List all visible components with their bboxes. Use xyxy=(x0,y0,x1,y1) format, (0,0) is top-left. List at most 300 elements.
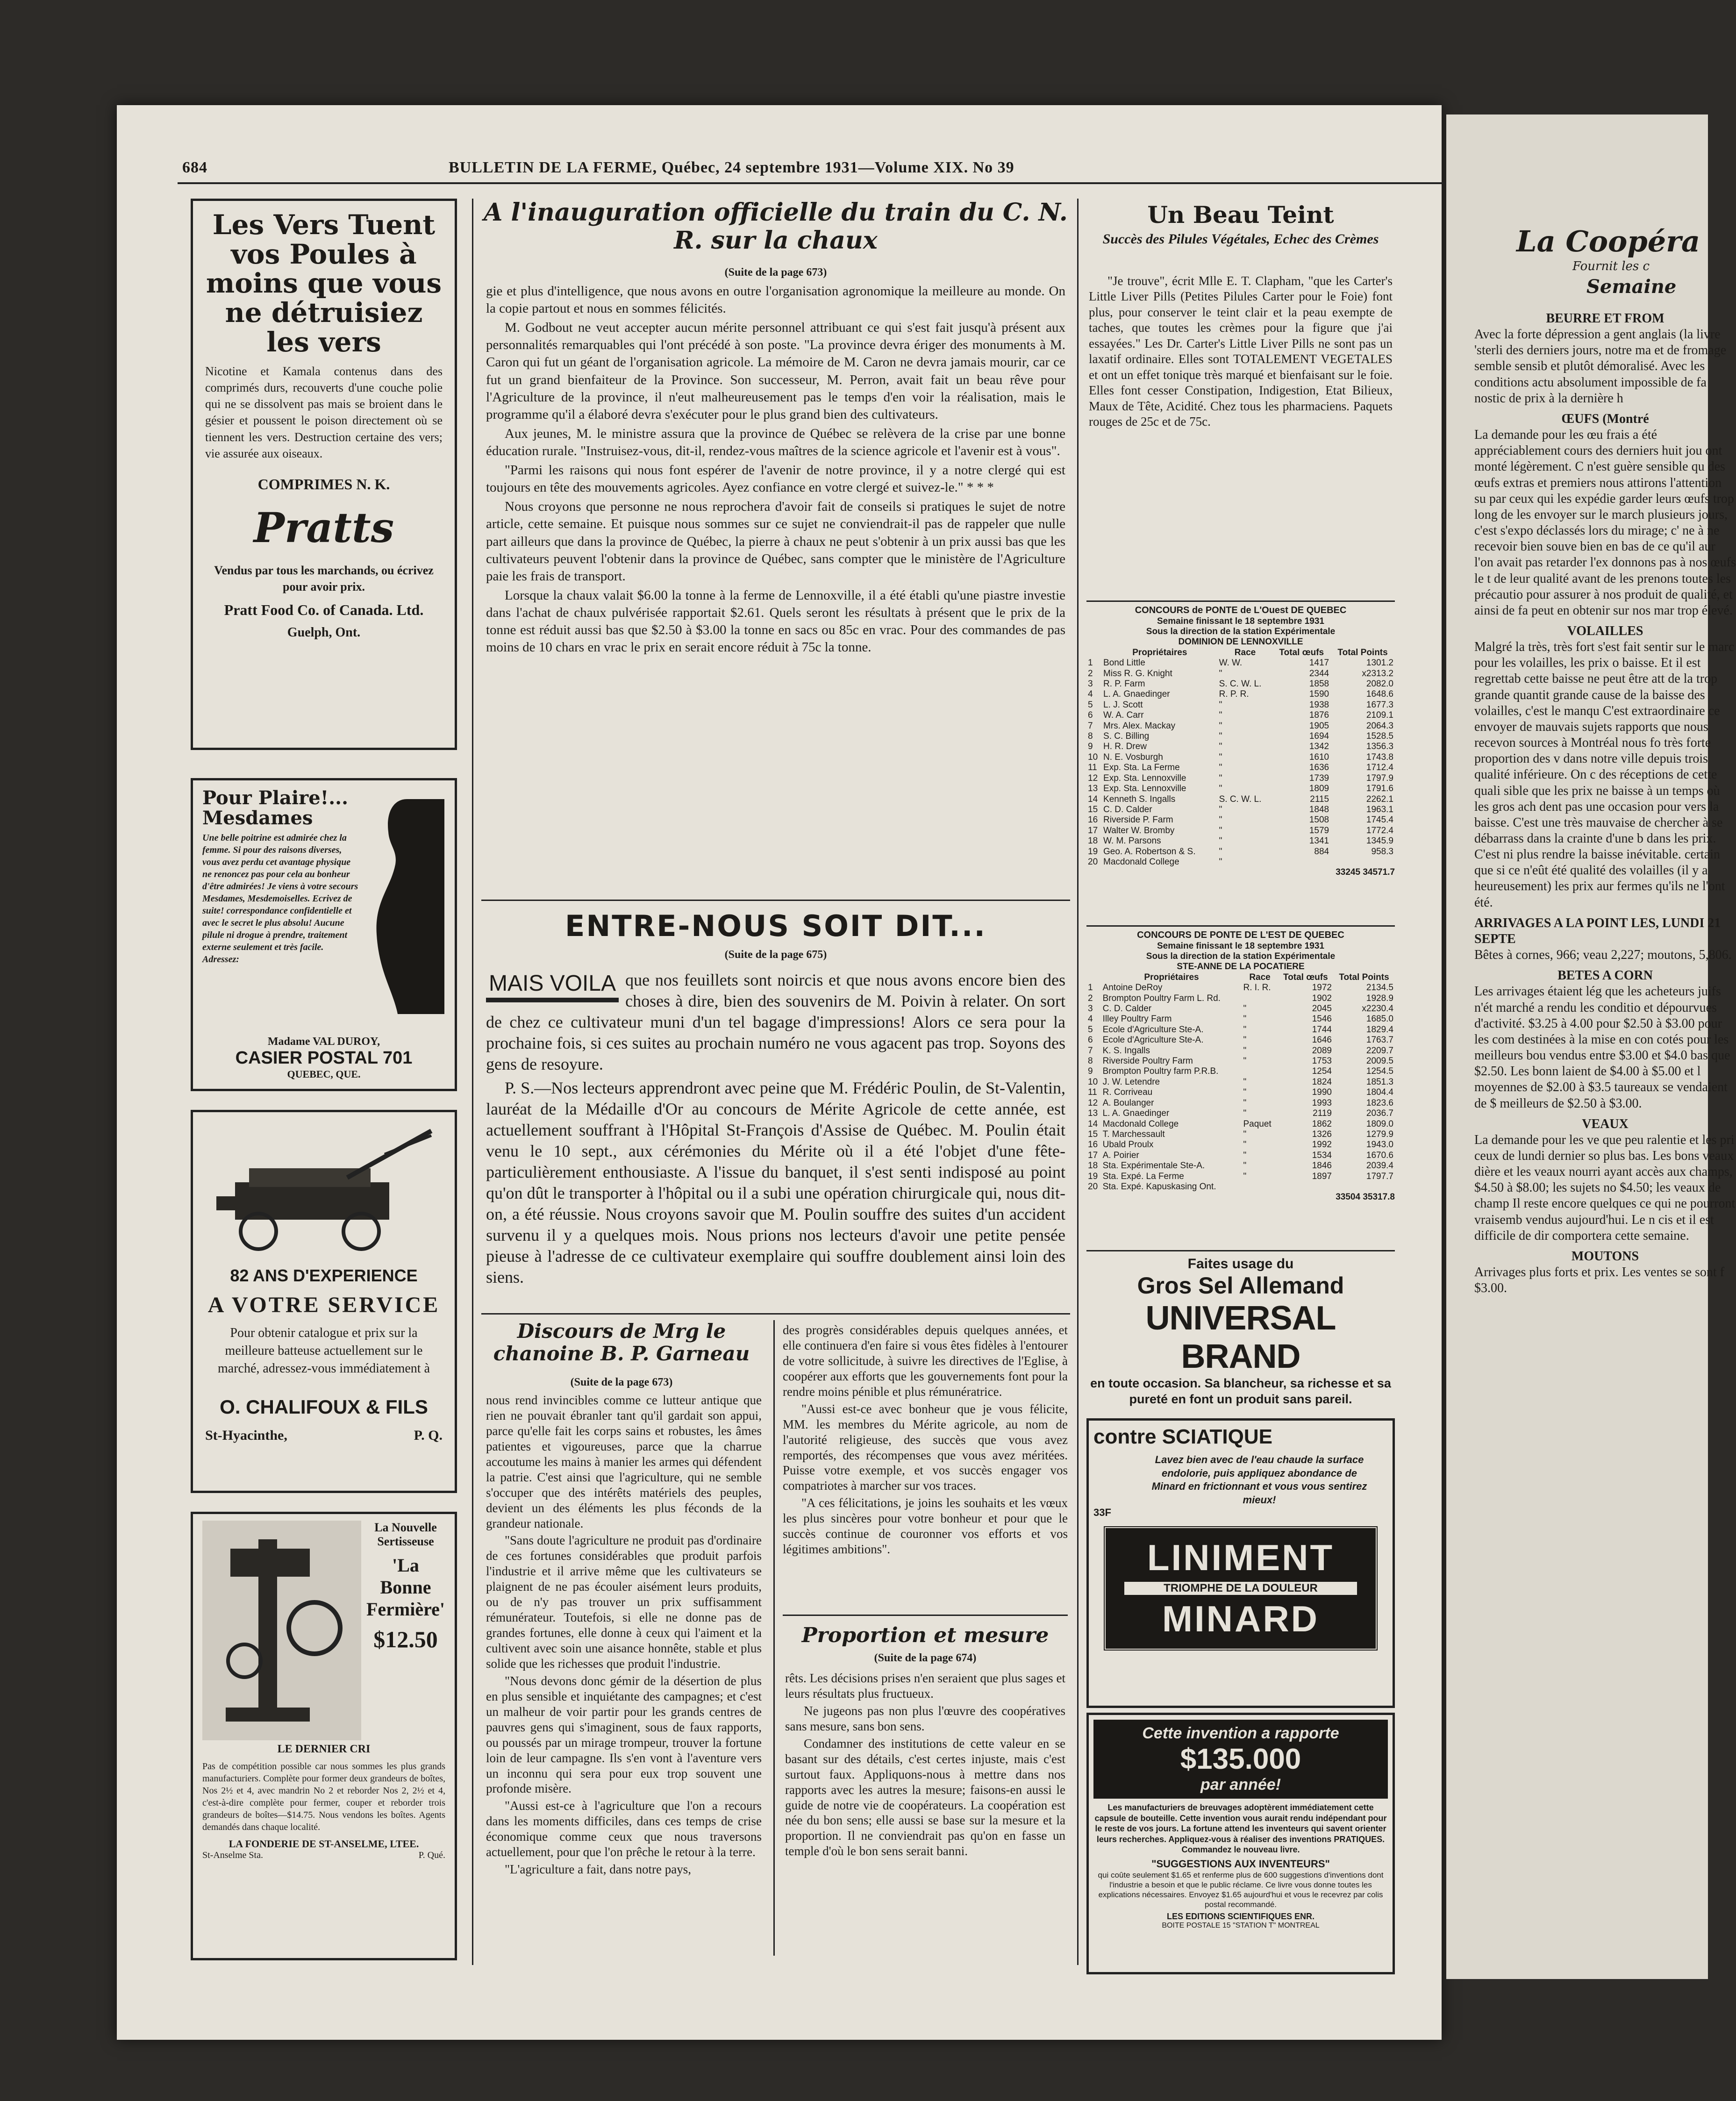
table-row xyxy=(1086,1129,1395,1140)
invention-book-body: qui coûte seulement $1.65 et renferme plus de 600 suggestions d'inventions dont l'industrie a besoin et que le public réclame. Ce livre vous donne toutes les explications nécessaires. Envoyez $1.65 aujourd'hui et vous le recevrez par colis postal recommandé. xyxy=(1098,1870,1384,1909)
table-cell: 958.3 xyxy=(1371,846,1393,857)
table-row xyxy=(1086,763,1395,773)
table-cell: A. Poirier xyxy=(1102,1150,1139,1160)
minard-brand: MINARD xyxy=(1162,1598,1319,1640)
table-row xyxy=(1086,1161,1395,1171)
table-cell: 1753 xyxy=(1312,1056,1332,1066)
table-cell: 1528.5 xyxy=(1366,731,1393,742)
table-cell: 1809 xyxy=(1309,784,1329,794)
table-cell: " xyxy=(1219,784,1222,794)
table-cell: 1743.8 xyxy=(1366,752,1393,762)
table-cell: x2230.4 xyxy=(1362,1004,1393,1014)
table-cell: 1928.9 xyxy=(1366,993,1393,1003)
ouest-station: DOMINION DE LENNOXVILLE xyxy=(1178,637,1303,647)
table-cell: 7 xyxy=(1088,721,1093,731)
minard-body: Lavez bien avec de l'eau chaude la surface endolorie, puis appliquez abondance de Minard en frictionnant et vous vous sentirez mieux! xyxy=(1151,1454,1367,1506)
table-cell: 1326 xyxy=(1312,1129,1332,1139)
ouest-direction: Sous la direction de la station Expérimentale xyxy=(1146,627,1336,636)
p2-heading: VOLAILLES xyxy=(1567,623,1643,638)
proportion-paragraph: Condamner des institutions de cette valeur en se basant sur des détails, c'est certes injuste, mais c'est surtout faux. Appliquons-nous à mettre dans nos rapports avec les autres la mesure; faisons-en aussi le guide de notre vie de coopérateurs. La coopération est née du bon sens; elle aussi se base sur la mesure et la proportion. Il ne conviendrait pas qu'on en fasse un temple d'où le bon sens serait banni. xyxy=(785,1736,1065,1858)
ad-minard xyxy=(1086,1418,1395,1708)
table-cell: 9 xyxy=(1088,1066,1093,1077)
ouest-total: 33245 34571.7 xyxy=(1336,867,1395,878)
table-cell: 10 xyxy=(1088,1077,1098,1087)
table-cell: 1508 xyxy=(1309,815,1329,825)
ad-fonderie-caption: LE DERNIER CRI xyxy=(277,1743,371,1755)
discours-paragraph: des progrès considérables depuis quelques années, et elle continuera d'en faire si vous êtes fidèles à l'entourer de votre sollicitude, à suivre les directives de l'Eglise, à coopérer aux efforts que les gouvernements font pour la rendre moins pénible et plus rémunératrice. xyxy=(783,1323,1068,1399)
table-cell: 20 xyxy=(1088,857,1098,867)
header-rule xyxy=(178,182,1477,184)
table-cell: 2344 xyxy=(1309,668,1329,679)
table-cell: R. P. R. xyxy=(1219,689,1249,700)
discours-paragraph: "Nous devons donc gémir de la désertion de plus en plus sensible et inquiétante des campagnes; et c'est un malheur de voir partir pour les grands centres de pauvres gens qui s'imaginent, sous de faux rapports, ou poussés par un mirage trompeur, trouver la fortune loin de leur campagne. Ils s'en vont à l'aventure vers un inconnu qui sera pour eux trop souvent une profonde misère. xyxy=(486,1673,762,1796)
table-cell: " xyxy=(1243,1014,1247,1024)
table-cell: 8 xyxy=(1088,731,1093,742)
table-cell: 14 xyxy=(1088,794,1098,804)
table-cell: 6 xyxy=(1088,1035,1093,1045)
table-cell: 1990 xyxy=(1312,1087,1332,1098)
invention-company: LES EDITIONS SCIENTIFIQUES ENR. xyxy=(1166,1911,1315,1921)
ad-vers-pratts xyxy=(191,199,457,750)
table-cell: 1546 xyxy=(1312,1014,1332,1024)
table-cell: " xyxy=(1243,1098,1247,1108)
entre-nous-title: ENTRE-NOUS SOIT DIT... xyxy=(565,909,986,943)
table-cell: Miss R. G. Knight xyxy=(1103,668,1172,679)
table-cell: Exp. Sta. Lennoxville xyxy=(1103,773,1186,783)
ad-vers-body: Nicotine et Kamala contenus dans des comprimés durs, recouverts d'une couche polie qui ne se dissolvent pas mais se broient dans le gésier et poussent le poison directement où se tiennent les vers. Destruction certaine des vers; vie assurée aux oiseaux. xyxy=(205,364,443,460)
ad-invention xyxy=(1086,1713,1395,1974)
ad-plaire-name: Madame VAL DUROY, xyxy=(267,1036,380,1048)
table-cell: 1763.7 xyxy=(1366,1035,1393,1045)
ad-fonderie-name: 'La Bonne Fermière' xyxy=(366,1555,445,1620)
inauguration-suite: (Suite de la page 673) xyxy=(724,266,827,279)
column-rule xyxy=(472,199,473,1965)
table-row xyxy=(1086,1140,1395,1150)
table-row xyxy=(1086,1035,1395,1045)
table-row xyxy=(1086,1066,1395,1077)
proportion-paragraph: Ne jugeons pas non plus l'œuvre des coopératives sans mesure, sans bon sens. xyxy=(785,1703,1065,1733)
table-cell: " xyxy=(1243,1140,1247,1150)
table-cell: 5 xyxy=(1088,1024,1093,1035)
table-cell: Sta. Expé. La Ferme xyxy=(1102,1171,1184,1181)
ad-chalifoux-body: Pour obtenir catalogue et prix sur la meilleure batteuse actuellement sur le marché, adressez-vous immédiatement à xyxy=(217,1326,430,1376)
table-cell: " xyxy=(1243,1004,1247,1014)
ad-plaire-title: Pour Plaire!... Mesdames xyxy=(202,787,349,829)
table-row xyxy=(1086,784,1395,794)
table-cell: 2036.7 xyxy=(1366,1108,1393,1119)
table-cell: 14 xyxy=(1088,1119,1098,1129)
table-cell: 2064.3 xyxy=(1366,721,1393,731)
table-cell: 1992 xyxy=(1312,1140,1332,1150)
table-cell: " xyxy=(1219,700,1222,710)
inauguration-title: A l'inauguration officielle du train du C. N. R. sur la chaux xyxy=(484,198,1068,255)
table-row xyxy=(1086,1046,1395,1056)
table-cell xyxy=(1272,857,1330,867)
table-cell: 2262.1 xyxy=(1366,794,1393,804)
table-cell: 2119 xyxy=(1313,1108,1332,1119)
table-cell: 17 xyxy=(1088,1150,1098,1160)
ad-chalifoux xyxy=(191,1110,457,1493)
table-cell: 13 xyxy=(1088,1108,1098,1119)
discours-paragraph: "Sans doute l'agriculture ne produit pas d'ordinaire de ces fortunes considérables que produit parfois l'industrie et il arrive même que les cultivateurs se plaignent de ne pas écouler aisément leurs produits, ou de n'y pas trouver un prix suffisamment rémunérateur. Toutefois, si elle ne donne pas de grandes fortunes, elle donne à ceux qui l'aiment et la cultivent avec soin une aisance honnête, stable et plus solide que les richesses que produit l'industrie. xyxy=(486,1533,762,1671)
table-cell: 2209.7 xyxy=(1366,1045,1393,1056)
column-header: Total Points xyxy=(1339,972,1389,982)
ad-vers-city: Guelph, Ont. xyxy=(287,625,361,640)
ad-vers-sold: Vendus par tous les marchands, ou écrivez pour avoir prix. xyxy=(214,563,434,593)
table-cell: 1848 xyxy=(1309,804,1329,815)
ouest-title: CONCOURS de PONTE de L'Ouest DE QUEBEC xyxy=(1135,605,1347,615)
table-cell: T. Marchessault xyxy=(1102,1129,1165,1139)
table-cell: 1858 xyxy=(1309,679,1329,689)
p2-text: Avec la forte dépression a gent anglais (la livre 'sterli des derniers jours, notre ma et de fromage semble sensib et plutôt démoralisé. Avec les conditions actu absolument impossible de fa nostic de prix à la dernière h xyxy=(1474,327,1727,406)
table-cell: 1417 xyxy=(1309,658,1329,668)
table-cell: N. E. Vosburgh xyxy=(1103,752,1163,762)
sel-line2: Gros Sel Allemand xyxy=(1137,1272,1344,1299)
table-cell: " xyxy=(1243,1056,1247,1066)
inauguration-paragraph: Aux jeunes, M. le ministre assura que la province de Québec se relèvera de la crise par une bonne éducation rurale. "Instruisez-vous, dit-il, rendez-vous maîtres de la science agricole et l'avenir est à vous". xyxy=(486,426,1065,458)
minard-liniment: LINIMENT xyxy=(1147,1537,1335,1579)
proportion-paragraph: rêts. Les décisions prises n'en seraient que plus sages et leurs résultats plus fructueux. xyxy=(785,1671,1065,1701)
table-row xyxy=(1086,815,1395,825)
table-cell: 1897 xyxy=(1312,1171,1332,1181)
discours-paragraph: "Aussi est-ce avec bonheur que je vous félicite, MM. les membres du Mérite agricole, au nom de l'autorité religieuse, des succès que vous avez remportés, des récompenses que vous avez méritées. Puisse votre exemple, et vos succès engager vos compatriotes à marcher sur vos traces. xyxy=(783,1401,1068,1493)
table-cell: 2134.5 xyxy=(1366,983,1393,993)
p2-heading: ARRIVAGES A LA POINT LES, LUNDI 21 SEPTE xyxy=(1474,915,1721,946)
ad-pour-plaire xyxy=(191,778,457,1091)
section-rule xyxy=(481,1313,1070,1315)
table-row xyxy=(1086,773,1395,784)
minard-triomphe: TRIOMPHE DE LA DOULEUR xyxy=(1124,1582,1357,1595)
table-cell xyxy=(1242,993,1278,1004)
table-cell: " xyxy=(1219,752,1222,762)
table-cell: K. S. Ingalls xyxy=(1102,1045,1150,1056)
ad-vers-title: Les Vers Tuent vos Poules à moins que vous ne détruisiez les vers xyxy=(206,209,442,358)
table-cell: 1993 xyxy=(1312,1098,1332,1108)
table-cell: " xyxy=(1219,763,1222,773)
p2-text: Bêtes à cornes, 966; veau 2,227; moutons, 5,806. xyxy=(1474,948,1732,963)
table-cell: 1905 xyxy=(1309,721,1329,731)
table-cell: 1823.6 xyxy=(1366,1098,1393,1108)
table-row xyxy=(1086,794,1395,805)
table-cell: C. D. Calder xyxy=(1102,1004,1152,1014)
ad-vers-company: Pratt Food Co. of Canada. Ltd. xyxy=(224,601,424,618)
discours-col1 xyxy=(486,1393,762,1879)
entre-nous-p1: que nos feuillets sont noircis et que nous avons encore bien des choses à dire, bien des souvenirs de M. Poivin à relater. On sort de chez ce cultivateur muni d'un tel bagage d'impressions! Alors ce sera pour la prochaine fois, si ces suites au prochain numéro ne vous agacent pas trop. Soyons des gens de resoyure. xyxy=(486,971,1065,1073)
ad-chalifoux-city: St-Hyacinthe, xyxy=(205,1428,287,1444)
p2-heading: BEURRE ET FROM xyxy=(1546,311,1665,326)
entre-nous-p2: P. S.—Nos lecteurs apprendront avec peine que M. Frédéric Poulin, de St-Valentin, lauréat de la Médaille d'Or au concours de Mérite Agricole de cette année, est actuellement souffrant à l'Hôpital St-François d'Assise de Québec. M. Poulin était venu le 10 sept., aux cérémonies du Mérite où il a été l'objet d'une fête-particulièrement enthousiaste. A l'issue du banquet, il s'est senti indisposé au point qu'on dût le transporter à l'hôpital ou il a subi une opération chirurgicale qui, nous dit-on, a été réussie. Nous croyons savoir que M. Poulin souffre des suites d'un accident survenu il y a quelques mois. Nous prions nos lecteurs d'avoir une petite pensée pieuse à l'adresse de ce cultivateur exemplaire qui souffre doublement ainsi loin des siens. xyxy=(486,1079,1065,1286)
p2-sub1: Fournit les c xyxy=(1572,259,1650,273)
table-cell: Paquet xyxy=(1243,1119,1272,1129)
table-cell: 18 xyxy=(1088,836,1098,846)
table-cell: " xyxy=(1219,710,1222,721)
table-cell: 4 xyxy=(1088,689,1093,700)
table-row xyxy=(1086,857,1395,867)
est-total: 33504 35317.8 xyxy=(1336,1192,1395,1202)
column-header: Race xyxy=(1234,647,1256,657)
table-cell: Antoine DeRoy xyxy=(1102,983,1163,993)
table-cell: R. Corriveau xyxy=(1102,1087,1153,1098)
teint-body xyxy=(1089,273,1393,432)
est-week: Semaine finissant le 18 septembre 1931 xyxy=(1157,941,1324,951)
table-cell: 2 xyxy=(1088,668,1093,679)
p2-heading: ŒUFS (Montré xyxy=(1561,411,1649,426)
minard-top: contre SCIATIQUE xyxy=(1093,1425,1273,1448)
table-cell: " xyxy=(1219,668,1222,679)
discours-col2 xyxy=(783,1322,1068,1559)
inauguration-paragraph: Nous croyons que personne ne nous reprochera d'avoir fait de conseils si pratiques le sujet de notre article, cette semaine. Et puisque nous sommes sur ce sujet ne conviendrait-il pas de rappeler que nulle part ailleurs que dans la province de Québec, la pierre à chaux ne peut s'obtenir à un prix aussi bas que les cultivateurs peuvent l'obtenir dans la province de Québec, sans compter que le ministère de l'Agriculture paie les frais de transport. xyxy=(486,499,1065,584)
table-cell: 2082.0 xyxy=(1366,679,1393,689)
table-row xyxy=(1086,826,1395,836)
inauguration-paragraph: Lorsque la chaux valait $6.00 la tonne à la ferme de Lennoxville, il a été établi qu'une piastre investie dans l'achat de chaux pulvérisée rapportait $2.61. Quels seront les résultats à présent que le prix de la tonne est réduit aussi bas que $2.50 à $3.00 la tonne en sacs ou 85c en vrac. Pour des commandes de pas moins de 10 chars en vrac le prix en serait encore réduit à 75c la tonne. xyxy=(486,587,1065,655)
table-cell: Riverside P. Farm xyxy=(1103,815,1173,825)
ad-fonderie-body: Pas de compétition possible car nous sommes les plus grands manufacturiers. Complète pour former deux grandeurs de boîtes, Nos 2½ et 4, avec mandrin No 2 et reborder Nos 2, 2½ et 4, c'est-à-dire complète pour fermer, couper et reborder trois grandeurs de boîtes—$14.75. Nous vendons les boîtes. Agents demandés dans chaque localité. xyxy=(202,1761,445,1832)
table-cell: 1772.4 xyxy=(1366,825,1393,836)
entre-nous-lead: MAIS VOILA xyxy=(486,970,619,1002)
table-cell: 13 xyxy=(1088,784,1098,794)
table-row xyxy=(1086,805,1395,815)
table-row xyxy=(1086,1077,1395,1087)
table-cell: Brompton Poultry farm P.R.B. xyxy=(1102,1066,1219,1077)
ad-gros-sel xyxy=(1086,1250,1395,1418)
table-cell: 1938 xyxy=(1309,700,1329,710)
table-cell: 2115 xyxy=(1310,794,1329,804)
table-cell: " xyxy=(1219,721,1222,731)
table-row xyxy=(1086,689,1395,700)
table-cell: 11 xyxy=(1088,763,1097,773)
table-cell: Brompton Poultry Farm L. Rd. xyxy=(1102,993,1221,1003)
table-cell xyxy=(1330,857,1395,867)
table-cell: 1 xyxy=(1088,983,1093,993)
sel-brand: UNIVERSAL BRAND xyxy=(1145,1300,1336,1375)
table-cell: 1670.6 xyxy=(1366,1150,1393,1160)
sel-line1: Faites usage du xyxy=(1187,1256,1294,1272)
table-cell: 1677.3 xyxy=(1366,700,1393,710)
table-cell: 1902 xyxy=(1312,993,1332,1003)
table-cell: L. J. Scott xyxy=(1103,700,1143,710)
est-title: CONCOURS DE PONTE DE L'EST DE QUEBEC xyxy=(1137,930,1344,940)
table-cell: 1797.7 xyxy=(1366,1171,1393,1181)
p2-sub2: Semaine xyxy=(1586,276,1677,298)
proportion-title: Proportion et mesure xyxy=(801,1623,1049,1647)
table-row xyxy=(1086,1056,1395,1066)
table-cell: 1824 xyxy=(1312,1077,1332,1087)
column-header: Total œufs xyxy=(1279,647,1324,657)
discours-paragraph: "Aussi est-ce à l'agriculture que l'on a recours dans les moments difficiles, dans ces temps de crise économique comme ceux que nous traversons actuellement, pour que l'on prêche le retour à la terre. xyxy=(486,1799,762,1859)
table-cell: " xyxy=(1219,846,1222,857)
column-header: Total Points xyxy=(1337,647,1388,657)
ad-plaire-body: Une belle poitrine est admirée chez la femme. Si pour des raisons diverses, vous avez perdu cet avantage physique ne renoncez pas pour cela au bonheur d'être admirées! Je viens à votre secours Mesdames, Mesdemoiselles. Ecrivez de suite! correspondance confidentielle et avec le secret le plus absolu! Aucune pilule ni drogue à prendre, traitement externe seulement et très facile. Adressez: xyxy=(202,833,358,965)
table-row xyxy=(1086,1182,1395,1192)
teint-text: "Je trouve", écrit Mlle E. T. Clapham, "que les Carter's Little Liver Pills (Petites Pilules Carter pour le Foie) font plus, pour conserver le teint clair et la peau exempte de taches, que toutes les crèmes pour la figure que j'ai essayées." Les Dr. Carter's Little Liver Pills ne sont pas un laxatif ordinaire. Elles sont TOTALEMENT VEGETALES et ont un effet tonique très marqué et bienfaisant sur le foie. Elles font cesser Constipation, Indigestion, Etat Bilieux, Maux de Tête, Acidité. Chez tous les pharmaciens. Paquets rouges de 25c et de 75c. xyxy=(1089,274,1393,429)
table-cell: 1791.6 xyxy=(1366,784,1393,794)
ad-chalifoux-prov: P. Q. xyxy=(414,1428,443,1444)
table-cell: 3 xyxy=(1088,1004,1093,1014)
table-cell: J. W. Letendre xyxy=(1102,1077,1160,1087)
table-cell: 5 xyxy=(1088,700,1093,710)
table-cell: Ecole d'Agriculture Ste-A. xyxy=(1102,1035,1204,1045)
invention-amount: $135.000 xyxy=(1180,1743,1301,1775)
ad-chalifoux-service: A VOTRE SERVICE xyxy=(207,1293,440,1317)
p2-text: Arrivages plus forts et prix. Les ventes se sont f $3.00. xyxy=(1474,1265,1724,1296)
ad-fonderie-side: La Nouvelle Sertisseuse xyxy=(374,1521,437,1548)
table-cell: " xyxy=(1243,1150,1247,1160)
table-cell: L. A. Gnaedinger xyxy=(1102,1108,1170,1119)
sel-body: en toute occasion. Sa blancheur, sa richesse et sa pureté en font un produit sans pareil. xyxy=(1090,1376,1391,1406)
table-cell xyxy=(1242,1182,1278,1192)
invention-book: "SUGGESTIONS AUX INVENTEURS" xyxy=(1151,1858,1330,1870)
section-rule xyxy=(1086,600,1395,602)
table-cell: " xyxy=(1243,1087,1247,1098)
table-row xyxy=(1086,731,1395,742)
p2-text: Malgré la très, très fort s'est fait sentir sur le marc pour les volailles, les prix o baisse. Et il est regrettab cette baisse ne peut être att de la trop grande quantit grande cause de la baisse des volailles, c'est le manqu C'est extraordinaire ce envoyer de mauvais sujets rapports que nous recevon sources à Montréal nous fo très forte proportion des v dans notre ville depuis trois qualité inférieure. On c des réceptions de cette quali sible que les prix ne baisse à un temps où les gros ach dent pas une occasion pour vers la baisse. C'est une très mauvaise de chercher à se débarrass dans la crainte d'une b dans les prix. C'est ni plus rendre la baisse inévitable. certain que si ce n'eût été qualité des volailles (il y a heureusement) les prix aur fermes qu'ils ne l'ont été. xyxy=(1474,640,1735,910)
page-runner-header: BULLETIN DE LA FERME, Québec, 24 septembre 1931—Volume XIX. No 39 xyxy=(449,159,1014,176)
table-cell: 1963.1 xyxy=(1366,804,1393,815)
table-cell: 4 xyxy=(1088,1014,1093,1024)
ouest-week: Semaine finissant le 18 septembre 1931 xyxy=(1157,616,1324,626)
ad-fonderie-price: $12.50 xyxy=(373,1626,438,1652)
table-cell: 1579 xyxy=(1309,825,1329,836)
table-cell: 1876 xyxy=(1309,710,1329,721)
table-cell: 1851.3 xyxy=(1366,1077,1393,1087)
table-cell: 3 xyxy=(1088,679,1093,689)
table-cell: 1846 xyxy=(1312,1161,1332,1171)
table-cell: 1610 xyxy=(1309,752,1329,762)
table-cell: " xyxy=(1219,836,1222,846)
adjacent-page xyxy=(1446,114,1736,1979)
newspaper-page xyxy=(117,105,1442,2040)
table-row xyxy=(1086,1004,1395,1014)
table-cell: 1254 xyxy=(1312,1066,1332,1077)
table-cell: 19 xyxy=(1088,1171,1098,1181)
table-cell: " xyxy=(1243,1077,1247,1087)
table-cell: Geo. A. Robertson & S. xyxy=(1103,846,1196,857)
table-cell: 1279.9 xyxy=(1366,1129,1393,1139)
table-cell: 884 xyxy=(1314,846,1329,857)
table-cell: " xyxy=(1243,1045,1247,1056)
table-cell: 17 xyxy=(1088,825,1098,836)
table-cell: H. R. Drew xyxy=(1103,742,1147,752)
table-cell: Walter W. Bromby xyxy=(1103,825,1175,836)
table-cell: S. C. W. L. xyxy=(1219,679,1262,689)
table-cell: 1636 xyxy=(1309,763,1329,773)
table-cell: " xyxy=(1219,804,1222,815)
inauguration-paragraph: M. Godbout ne veut accepter aucun mérite personnel attribuant ce qui s'est fait jusqu'à présent aux personnalités remarquables qui l'ont précédé à son poste. "La province devra ériger des monuments à M. Caron qui fut un géant de l'organisation agricole. La mémoire de M. Caron ne devra jamais mourir, car ce fut un grand bienfaiteur de la Province. Son successeur, M. Perron, avait fait un beau rêve pour l'Agriculture de la province, il n'eut malheureusement pas le temps d'en voir la réalisation, mais le programme qu'il a élaboré devra s'exécuter pour le plus grand bien des cultivateurs. xyxy=(486,320,1065,422)
table-cell: " xyxy=(1243,1035,1247,1045)
table-cell: 1685.0 xyxy=(1366,1014,1393,1024)
ad-chalifoux-years: 82 ANS D'EXPERIENCE xyxy=(230,1266,418,1285)
table-cell: 11 xyxy=(1088,1087,1097,1098)
table-cell: A. Boulanger xyxy=(1102,1098,1154,1108)
invention-per: par année! xyxy=(1200,1776,1281,1794)
ad-chalifoux-company: O. CHALIFOUX & FILS xyxy=(220,1396,428,1418)
table-cell: 1534 xyxy=(1312,1150,1332,1160)
discours-suite: (Suite de la page 673) xyxy=(570,1376,673,1388)
table-cell: 18 xyxy=(1088,1161,1098,1171)
entre-nous-body xyxy=(486,970,1065,1290)
table-cell: S. C. W. L. xyxy=(1219,794,1262,804)
table-row xyxy=(1086,679,1395,689)
table-cell: 1744 xyxy=(1312,1024,1332,1035)
p2-heading: MOUTONS xyxy=(1571,1249,1639,1264)
table-cell: " xyxy=(1243,1171,1247,1181)
section-rule xyxy=(481,900,1070,901)
table-row xyxy=(1086,710,1395,721)
table-row xyxy=(1086,1087,1395,1098)
page-number: 684 xyxy=(182,159,207,176)
pratts-logo: Pratts xyxy=(253,503,394,552)
table-cell: 1829.4 xyxy=(1366,1024,1393,1035)
discours-title: Discours de Mrg le chanoine B. P. Garneau xyxy=(493,1320,750,1365)
table-row xyxy=(1086,1119,1395,1129)
table-cell: 1804.4 xyxy=(1366,1087,1393,1098)
invention-address: BOITE POSTALE 15 "STATION T" MONTREAL xyxy=(1162,1921,1320,1929)
column-rule xyxy=(1077,199,1079,1965)
table-cell: S. C. Billing xyxy=(1103,731,1150,742)
table-cell: " xyxy=(1219,731,1222,742)
table-cell: Bond Little xyxy=(1103,658,1145,668)
table-row xyxy=(1086,721,1395,731)
table-cell: W. M. Parsons xyxy=(1103,836,1161,846)
table-row xyxy=(1086,752,1395,763)
table-cell: Sta. Expé. Kapuskasing Ont. xyxy=(1102,1181,1216,1192)
table-row xyxy=(1086,1151,1395,1161)
table-cell: 10 xyxy=(1088,752,1098,762)
table-cell: 12 xyxy=(1088,773,1098,783)
table-cell: R. I. R. xyxy=(1243,983,1271,993)
column-header: Total œufs xyxy=(1283,972,1328,982)
table-cell xyxy=(1333,1182,1395,1192)
table-cell: " xyxy=(1243,1024,1247,1035)
table-cell: 1301.2 xyxy=(1366,658,1393,668)
concours-ouest-table xyxy=(1086,605,1395,878)
est-station: STE-ANNE DE LA POCATIERE xyxy=(1177,962,1305,972)
table-cell: 19 xyxy=(1088,846,1098,857)
invention-top: Cette invention a rapporte xyxy=(1142,1724,1339,1742)
table-cell: Riverside Poultry Farm xyxy=(1102,1056,1193,1066)
column-rule xyxy=(773,1320,775,1956)
table-cell: 1648.6 xyxy=(1366,689,1393,700)
column-header: Race xyxy=(1249,972,1271,982)
proportion-suite: (Suite de la page 674) xyxy=(874,1652,977,1664)
minard-code: 33F xyxy=(1093,1507,1111,1519)
table-cell: Ecole d'Agriculture Ste-A. xyxy=(1102,1024,1204,1035)
table-cell: W. W. xyxy=(1219,658,1243,668)
est-direction: Sous la direction de la station Expérimentale xyxy=(1146,951,1336,961)
table-cell xyxy=(1242,1066,1278,1077)
table-cell: x2313.2 xyxy=(1362,668,1393,679)
table-cell: Illey Poultry Farm xyxy=(1102,1014,1172,1024)
table-row xyxy=(1086,1098,1395,1108)
p2-heading: VEAUX xyxy=(1582,1116,1629,1131)
table-row xyxy=(1086,1172,1395,1182)
table-cell: 1943.0 xyxy=(1366,1140,1393,1150)
table-cell: 12 xyxy=(1088,1098,1098,1108)
ad-fonderie-company: LA FONDERIE DE ST-ANSELME, LTEE. xyxy=(229,1838,419,1850)
table-row xyxy=(1086,1014,1395,1024)
table-cell: " xyxy=(1219,857,1222,867)
inauguration-body xyxy=(486,283,1065,658)
table-cell: 1809.0 xyxy=(1366,1119,1393,1129)
table-row xyxy=(1086,847,1395,857)
ad-plaire-box: CASIER POSTAL 701 xyxy=(235,1048,413,1068)
proportion-body xyxy=(785,1671,1065,1861)
table-cell: 1590 xyxy=(1309,689,1329,700)
discours-paragraph: nous rend invincibles comme ce lutteur antique que rien ne pouvait ébranler tant qu'il gardait son appui, parce qu'elle fait les corps sains et robustes, les âmes patientes et vigoureuses, parce que la charrue accoutume les mains à manier les armes qui défendent la patrie. C'est ainsi que l'agriculture, qui ne semble s'occuper que des intérêts matériels des peuples, devient un des éléments les plus féconds de la grandeur nationale. xyxy=(486,1393,762,1530)
table-cell: Mrs. Alex. Mackay xyxy=(1103,721,1176,731)
table-cell: 9 xyxy=(1088,742,1093,752)
table-row xyxy=(1086,993,1395,1004)
